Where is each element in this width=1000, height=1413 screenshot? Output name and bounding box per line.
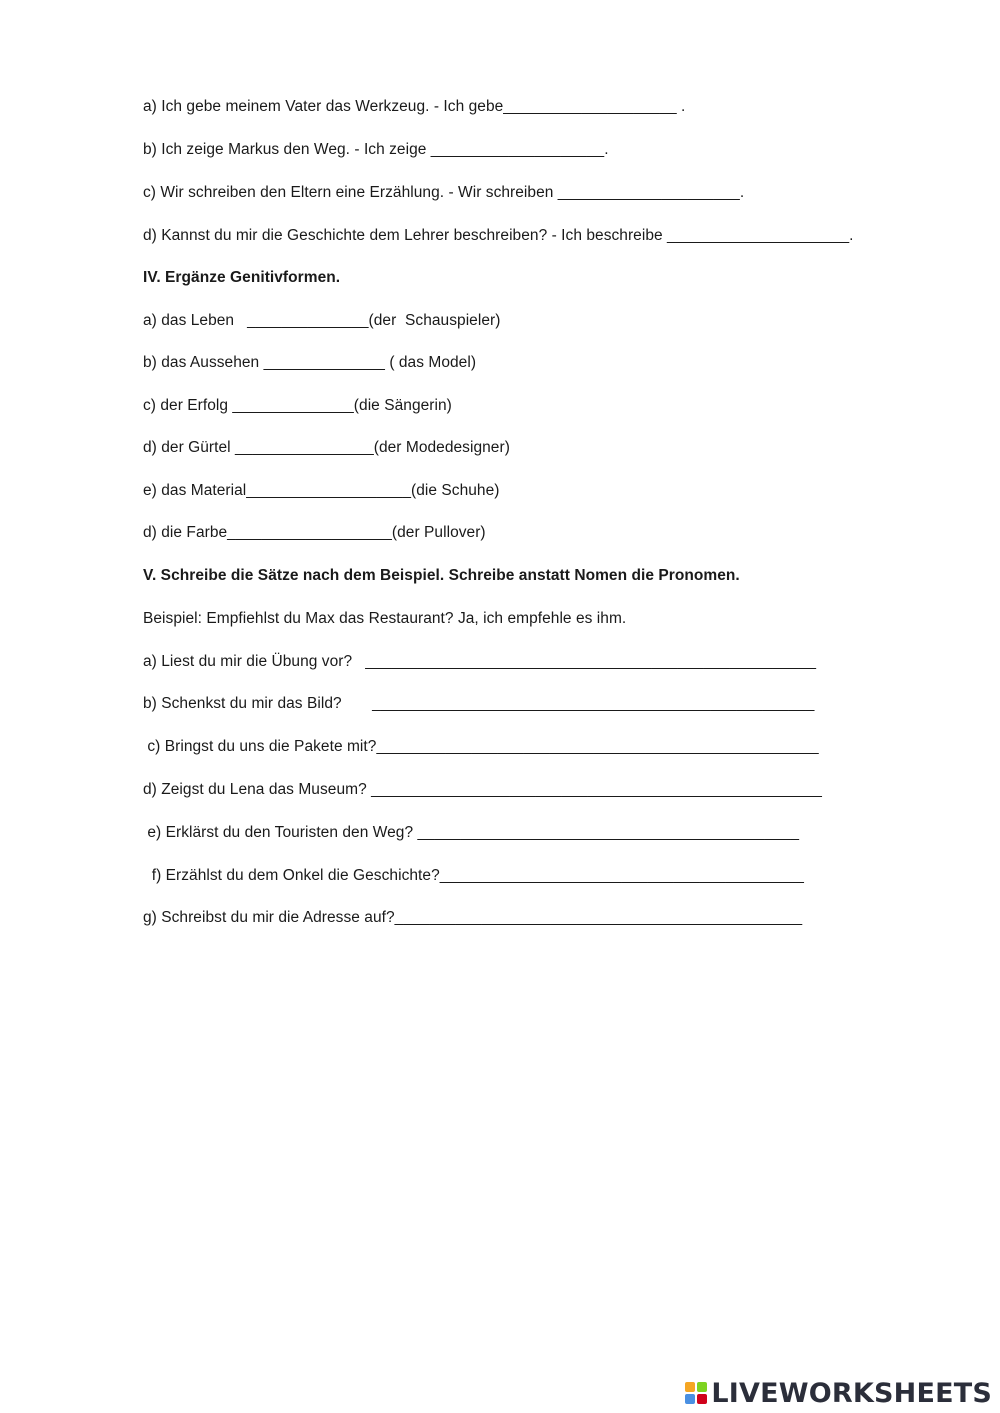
section-5-heading: V. Schreibe die Sätze nach dem Beispiel. Schreibe anstatt Nomen die Pronomen. [143, 567, 740, 584]
exercise-4c: c) der Erfolg ______________(die Sängerin) [143, 397, 452, 414]
exercise-4b: b) das Aussehen ______________ ( das Model) [143, 354, 477, 371]
exercise-5c: c) Bringst du uns die Pakete mit?___________________________________________________ [143, 738, 819, 755]
exercise-3a: a) Ich gebe meinem Vater das Werkzeug. - Ich gebe____________________ . [143, 98, 686, 115]
exercise-3c: c) Wir schreiben den Eltern eine Erzählung. - Wir schreiben _____________________. [143, 184, 745, 201]
exercise-5f: f) Erzählst du dem Onkel die Geschichte?__________________________________________ [143, 867, 804, 884]
liveworksheets-logo [685, 1377, 992, 1409]
liveworksheets-logo-icon [685, 1382, 707, 1404]
exercise-4f: d) die Farbe___________________(der Pullover) [143, 524, 486, 541]
exercise-4a: a) das Leben ______________(der Schauspieler) [143, 312, 501, 329]
section-5-example: Beispiel: Empfiehlst du Max das Restaurant? Ja, ich empfehle es ihm. [143, 610, 627, 627]
exercise-5e: e) Erklärst du den Touristen den Weg? ____________________________________________ [143, 824, 799, 841]
exercise-5d: d) Zeigst du Lena das Museum? ____________________________________________________ [143, 781, 822, 798]
section-4-heading: IV. Ergänze Genitivformen. [143, 269, 341, 286]
exercise-4d: d) der Gürtel ________________(der Modedesigner) [143, 439, 510, 456]
exercise-4e: e) das Material___________________(die Schuhe) [143, 482, 500, 499]
exercise-5a: a) Liest du mir die Übung vor? ____________________________________________________ [143, 653, 817, 670]
exercise-3d: d) Kannst du mir die Geschichte dem Lehrer beschreiben? - Ich beschreibe _____________________. [143, 227, 854, 244]
exercise-5g: g) Schreibst du mir die Adresse auf?_______________________________________________ [143, 909, 803, 926]
exercise-5b: b) Schenkst du mir das Bild? ___________________________________________________ [143, 695, 815, 712]
liveworksheets-brand-name: LIVEWORKSHEETS [711, 1377, 992, 1409]
exercise-3b: b) Ich zeige Markus den Weg. - Ich zeige ____________________. [143, 141, 609, 158]
